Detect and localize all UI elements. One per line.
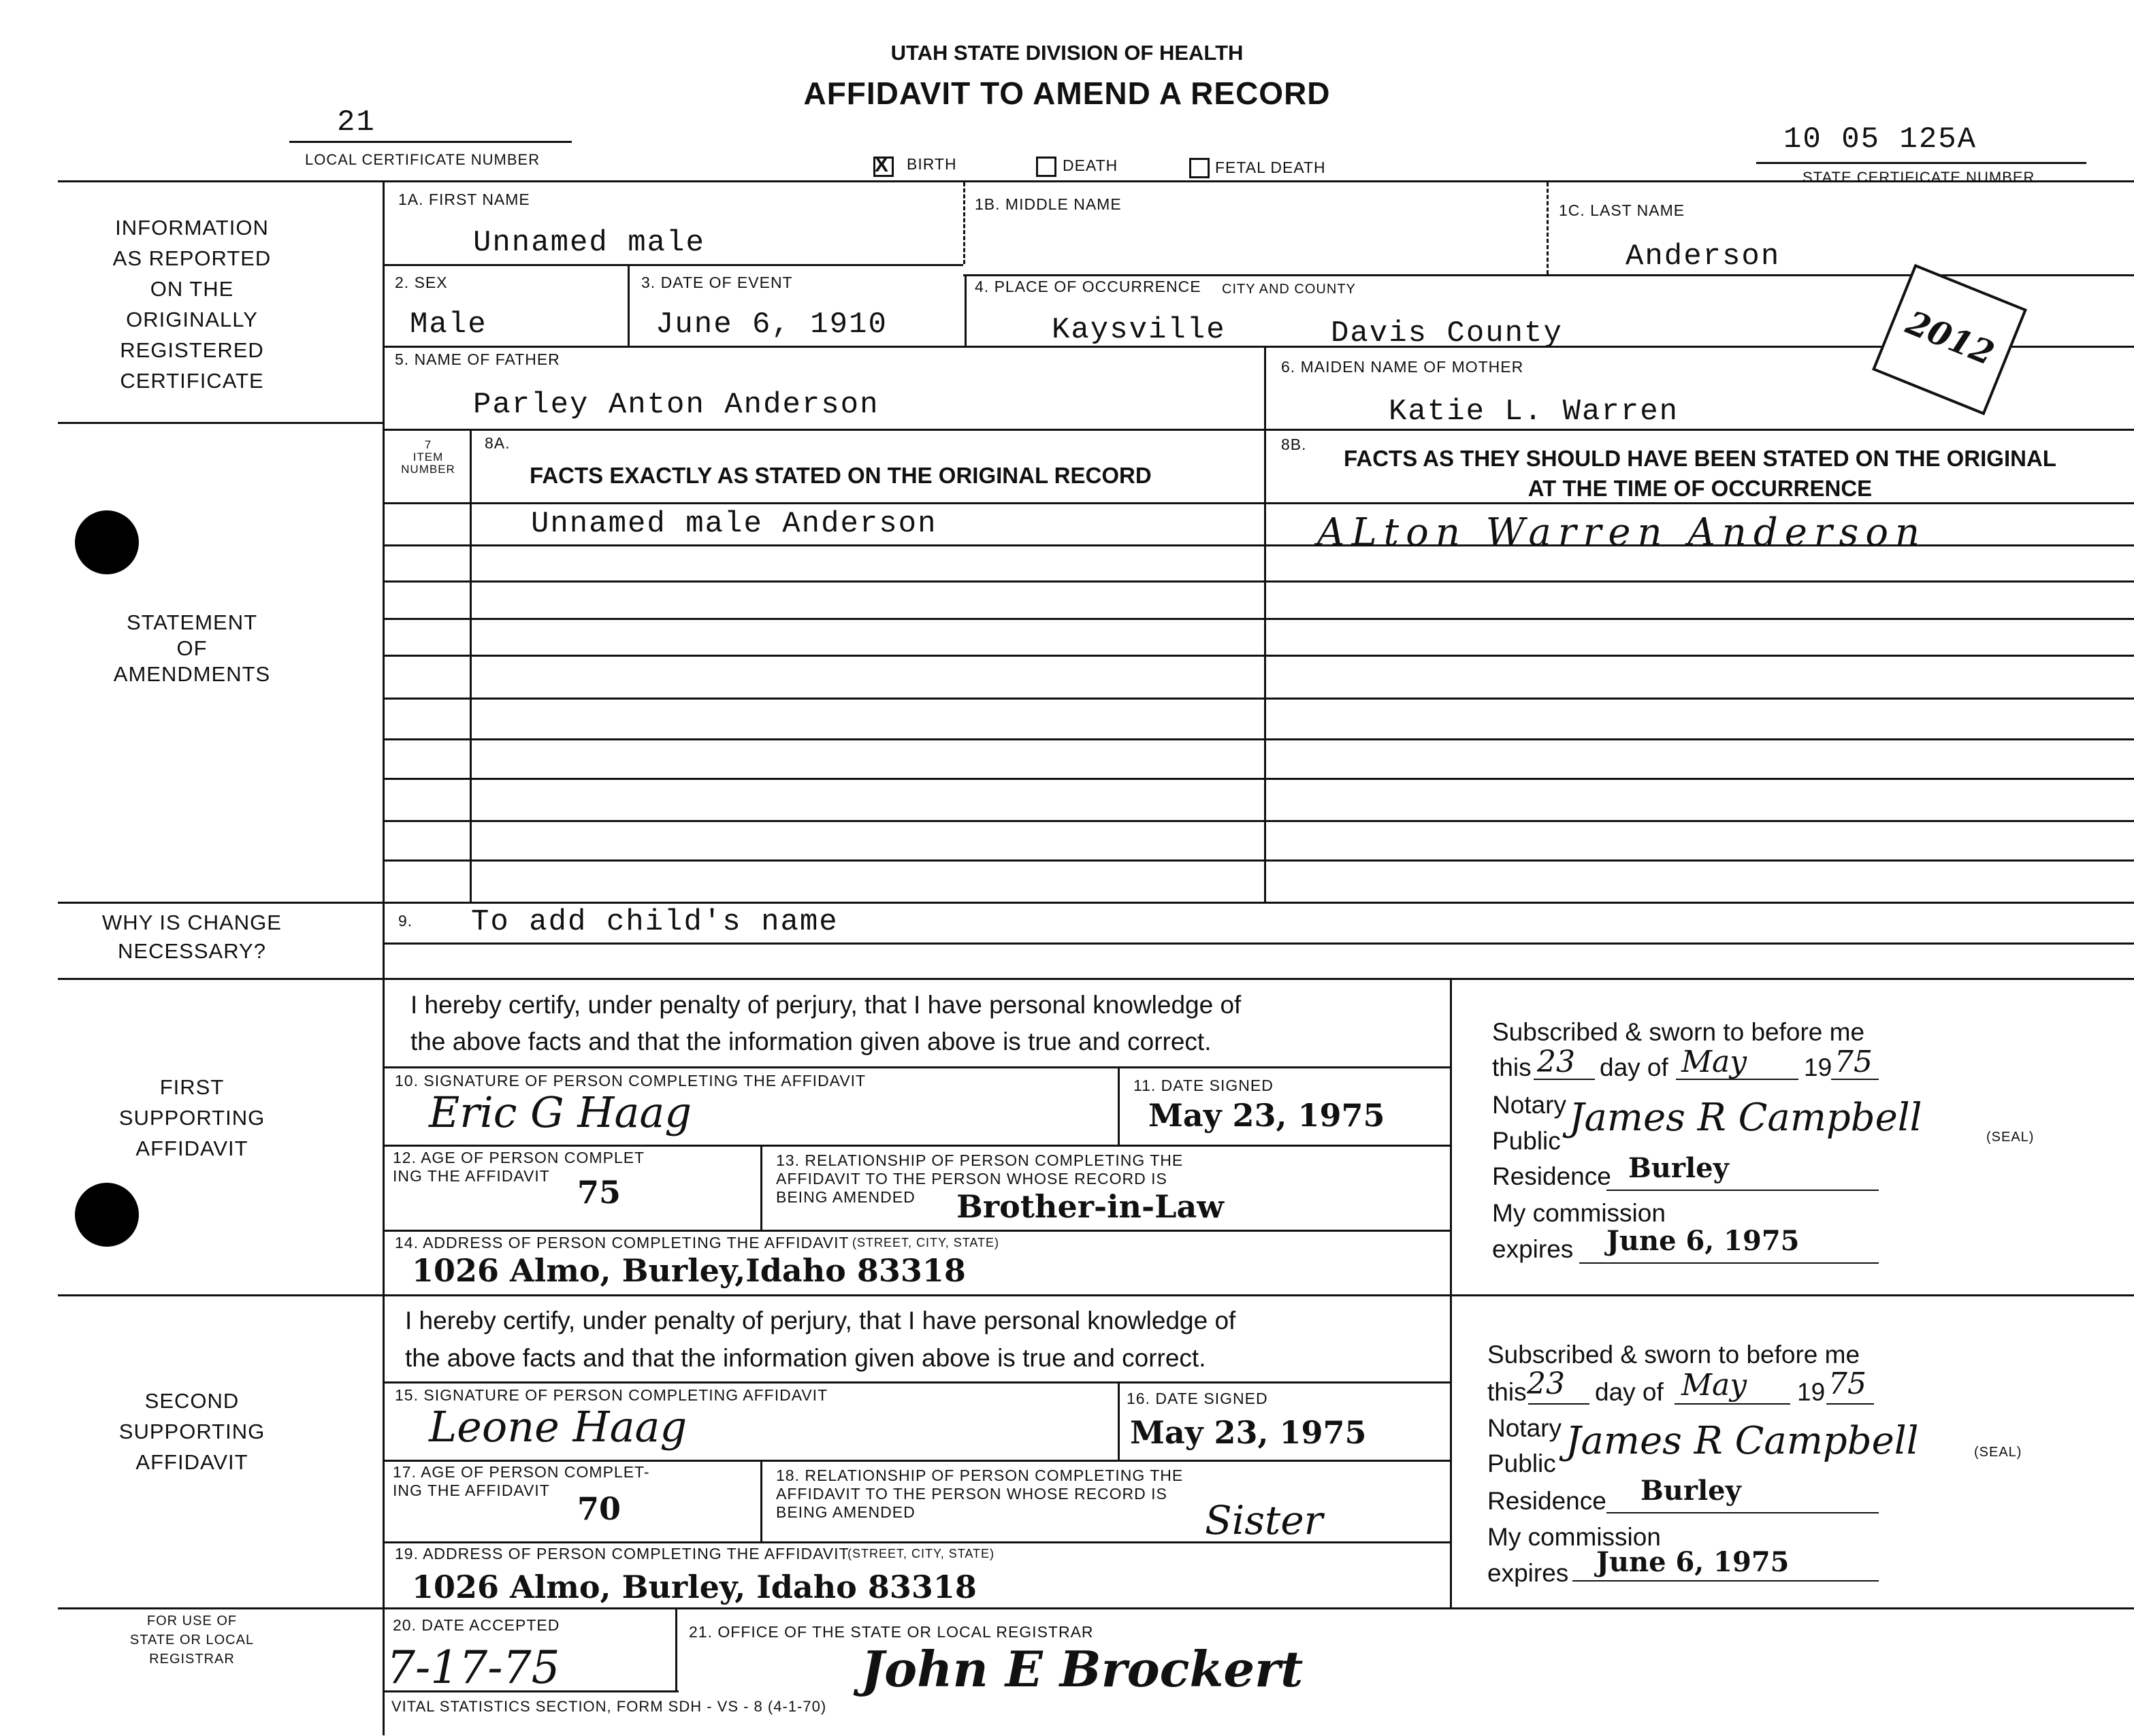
public-label: Public	[1487, 1450, 1556, 1477]
section-label-information: INFORMATION AS REPORTED ON THE ORIGINALLY REGISTERED CERTIFICATE	[112, 216, 272, 393]
notary-month: May	[1681, 1368, 1747, 1403]
age-label: 17. AGE OF PERSON COMPLET- ING THE AFFIDAVIT	[393, 1463, 650, 1499]
section-label-second-affidavit: SECOND SUPPORTING AFFIDAVIT	[118, 1389, 265, 1474]
reason-value: To add child's name	[471, 905, 839, 939]
notary-year: 75	[1834, 1045, 1873, 1079]
seal-label: (SEAL)	[1974, 1445, 2022, 1460]
birth-label: BIRTH	[907, 155, 957, 173]
this-label: this	[1487, 1378, 1527, 1406]
col-8b-number: 8B.	[1281, 436, 1307, 453]
date-accepted-value: 7-17-75	[387, 1641, 560, 1694]
century-label: 19	[1804, 1053, 1832, 1081]
address-label: 14. ADDRESS OF PERSON COMPLETING THE AFFIDAVIT	[395, 1234, 850, 1251]
agency-name: UTAH STATE DIVISION OF HEALTH	[890, 41, 1244, 65]
notary-expires: June 6, 1975	[1606, 1225, 1800, 1257]
sex-value: Male	[410, 308, 487, 342]
public-label: Public	[1492, 1127, 1561, 1155]
date-signed-label: 16. DATE SIGNED	[1127, 1390, 1268, 1407]
first-date-signed-value: May 23, 1975	[1148, 1097, 1385, 1134]
death-checkbox[interactable]	[1036, 157, 1056, 177]
first-affiant-signature: Eric G Haag	[429, 1087, 692, 1137]
section-label-registrar: FOR USE OF STATE OR LOCAL REGISTRAR	[129, 1614, 255, 1667]
date-signed-label: 11. DATE SIGNED	[1133, 1077, 1274, 1094]
notary-day: 23	[1537, 1045, 1575, 1079]
first-name-value: Unnamed male	[473, 226, 705, 260]
residence-label: Residence	[1487, 1487, 1606, 1515]
fetal-death-checkbox[interactable]	[1189, 158, 1210, 178]
stamp-number: 2012	[1901, 304, 2000, 374]
section-label-why: WHY IS CHANGE NECESSARY?	[102, 911, 282, 963]
registration-stamp	[1872, 264, 2027, 415]
form-footer: VITAL STATISTICS SECTION, FORM SDH - VS - 8 (4-1-70)	[391, 1698, 827, 1715]
local-certificate-number: 21	[337, 105, 376, 140]
date-of-event-value: June 6, 1910	[656, 308, 888, 342]
punch-hole	[75, 510, 139, 574]
notary-residence: Burley	[1640, 1475, 1741, 1507]
last-name-value: Anderson	[1626, 240, 1781, 274]
day-of-label: day of	[1600, 1053, 1668, 1081]
reason-number: 9.	[398, 912, 413, 930]
this-label: this	[1492, 1053, 1532, 1081]
original-fact-value: Unnamed male Anderson	[531, 507, 937, 541]
death-label: DEATH	[1063, 157, 1118, 174]
second-address-value: 1026 Almo, Burley, Idaho 83318	[412, 1569, 977, 1605]
item-number-label: 7 ITEM NUMBER	[401, 438, 455, 476]
sworn-statement: Subscribed & sworn to before me	[1487, 1341, 1860, 1369]
local-certificate-label: LOCAL CERTIFICATE NUMBER	[305, 151, 540, 168]
father-name-value: Parley Anton Anderson	[473, 388, 879, 422]
commission-label: My commission	[1487, 1523, 1661, 1551]
address-sublabel: (STREET, CITY, STATE)	[847, 1547, 995, 1560]
expires-label: expires	[1487, 1559, 1569, 1587]
col-8a-heading: FACTS EXACTLY AS STATED ON THE ORIGINAL RECORD	[530, 463, 1152, 488]
residence-label: Residence	[1492, 1162, 1611, 1190]
address-sublabel: (STREET, CITY, STATE)	[852, 1236, 1000, 1249]
fetal-death-label: FETAL DEATH	[1215, 159, 1326, 176]
section-label-amendments: STATEMENT OF AMENDMENTS	[113, 610, 271, 686]
seal-label: (SEAL)	[1986, 1130, 2035, 1145]
notary-signature: James R Campbell	[1566, 1419, 1919, 1463]
sex-label: 2. SEX	[395, 274, 448, 291]
second-age-value: 70	[577, 1490, 621, 1527]
mother-maiden-name-value: Katie L. Warren	[1389, 395, 1679, 429]
commission-label: My commission	[1492, 1199, 1666, 1227]
relationship-label: 13. RELATIONSHIP OF PERSON COMPLETING THE AFFIDAVIT TO THE PERSON WHOSE RECORD IS BEING AMENDED	[776, 1151, 1184, 1206]
certify-statement-line2: the above facts and that the information given above is true and correct.	[410, 1028, 1212, 1055]
signature-label: 10. SIGNATURE OF PERSON COMPLETING THE AFFIDAVIT	[395, 1072, 867, 1090]
middle-name-label: 1B. MIDDLE NAME	[975, 195, 1122, 213]
place-of-occurrence-label: 4. PLACE OF OCCURRENCE	[975, 278, 1201, 295]
punch-hole	[75, 1183, 139, 1247]
notary-month: May	[1681, 1045, 1747, 1079]
state-certificate-label: STATE CERTIFICATE NUMBER	[1802, 169, 2035, 186]
registrar-office-label: 21. OFFICE OF THE STATE OR LOCAL REGISTRAR	[689, 1623, 1094, 1641]
address-label: 19. ADDRESS OF PERSON COMPLETING THE AFFIDAVIT	[395, 1545, 850, 1562]
day-of-label: day of	[1595, 1378, 1664, 1406]
father-name-label: 5. NAME OF FATHER	[395, 350, 560, 368]
col-8b-heading: FACTS AS THEY SHOULD HAVE BEEN STATED ON THE ORIGINAL AT THE TIME OF OCCURRENCE	[1344, 446, 2056, 501]
notary-signature: James R Campbell	[1569, 1096, 1922, 1140]
first-name-label: 1A. FIRST NAME	[398, 191, 530, 208]
notary-year: 75	[1828, 1366, 1866, 1401]
notary-residence: Burley	[1628, 1152, 1729, 1184]
first-relationship-value: Brother-in-Law	[956, 1188, 1224, 1225]
date-of-event-label: 3. DATE OF EVENT	[641, 274, 793, 291]
second-relationship-value: Sister	[1205, 1497, 1323, 1543]
certify-statement-line1: I hereby certify, under penalty of perjury, that I have personal knowledge of	[405, 1307, 1236, 1334]
corrected-fact-value: ALton Warren Anderson	[1317, 510, 1927, 555]
place-sublabel: CITY AND COUNTY	[1222, 282, 1356, 297]
notary-label: Notary	[1492, 1091, 1566, 1119]
col-8a-number: 8A.	[485, 434, 511, 452]
birth-checkmark: X	[875, 154, 889, 176]
second-affiant-signature: Leone Haag	[429, 1402, 688, 1452]
notary-label: Notary	[1487, 1414, 1562, 1442]
registrar-signature: John E Brockert	[861, 1640, 1304, 1698]
date-accepted-label: 20. DATE ACCEPTED	[393, 1616, 560, 1634]
second-date-signed-value: May 23, 1975	[1130, 1414, 1367, 1451]
last-name-label: 1C. LAST NAME	[1559, 201, 1685, 219]
notary-day: 23	[1527, 1366, 1565, 1401]
certify-statement-line2: the above facts and that the information given above is true and correct.	[405, 1344, 1206, 1372]
first-age-value: 75	[577, 1174, 621, 1211]
century-label: 19	[1797, 1378, 1826, 1406]
signature-label: 15. SIGNATURE OF PERSON COMPLETING AFFIDAVIT	[395, 1386, 828, 1404]
sworn-statement: Subscribed & sworn to before me	[1492, 1018, 1865, 1046]
relationship-label: 18. RELATIONSHIP OF PERSON COMPLETING THE AFFIDAVIT TO THE PERSON WHOSE RECORD IS BEING AMENDED	[776, 1467, 1184, 1521]
form-title: AFFIDAVIT TO AMEND A RECORD	[803, 76, 1331, 111]
notary-expires: June 6, 1975	[1596, 1546, 1790, 1578]
state-certificate-number: 10 05 125A	[1783, 122, 1977, 157]
certify-statement-line1: I hereby certify, under penalty of perjury, that I have personal knowledge of	[410, 991, 1242, 1019]
city-value: Kaysville	[1052, 313, 1226, 347]
county-value: Davis County	[1331, 316, 1563, 350]
mother-maiden-name-label: 6. MAIDEN NAME OF MOTHER	[1281, 358, 1524, 376]
first-address-value: 1026 Almo, Burley,Idaho 83318	[412, 1252, 966, 1289]
age-label: 12. AGE OF PERSON COMPLET ING THE AFFIDAVIT	[393, 1149, 645, 1185]
section-label-first-affidavit: FIRST SUPPORTING AFFIDAVIT	[118, 1075, 265, 1160]
expires-label: expires	[1492, 1235, 1574, 1263]
